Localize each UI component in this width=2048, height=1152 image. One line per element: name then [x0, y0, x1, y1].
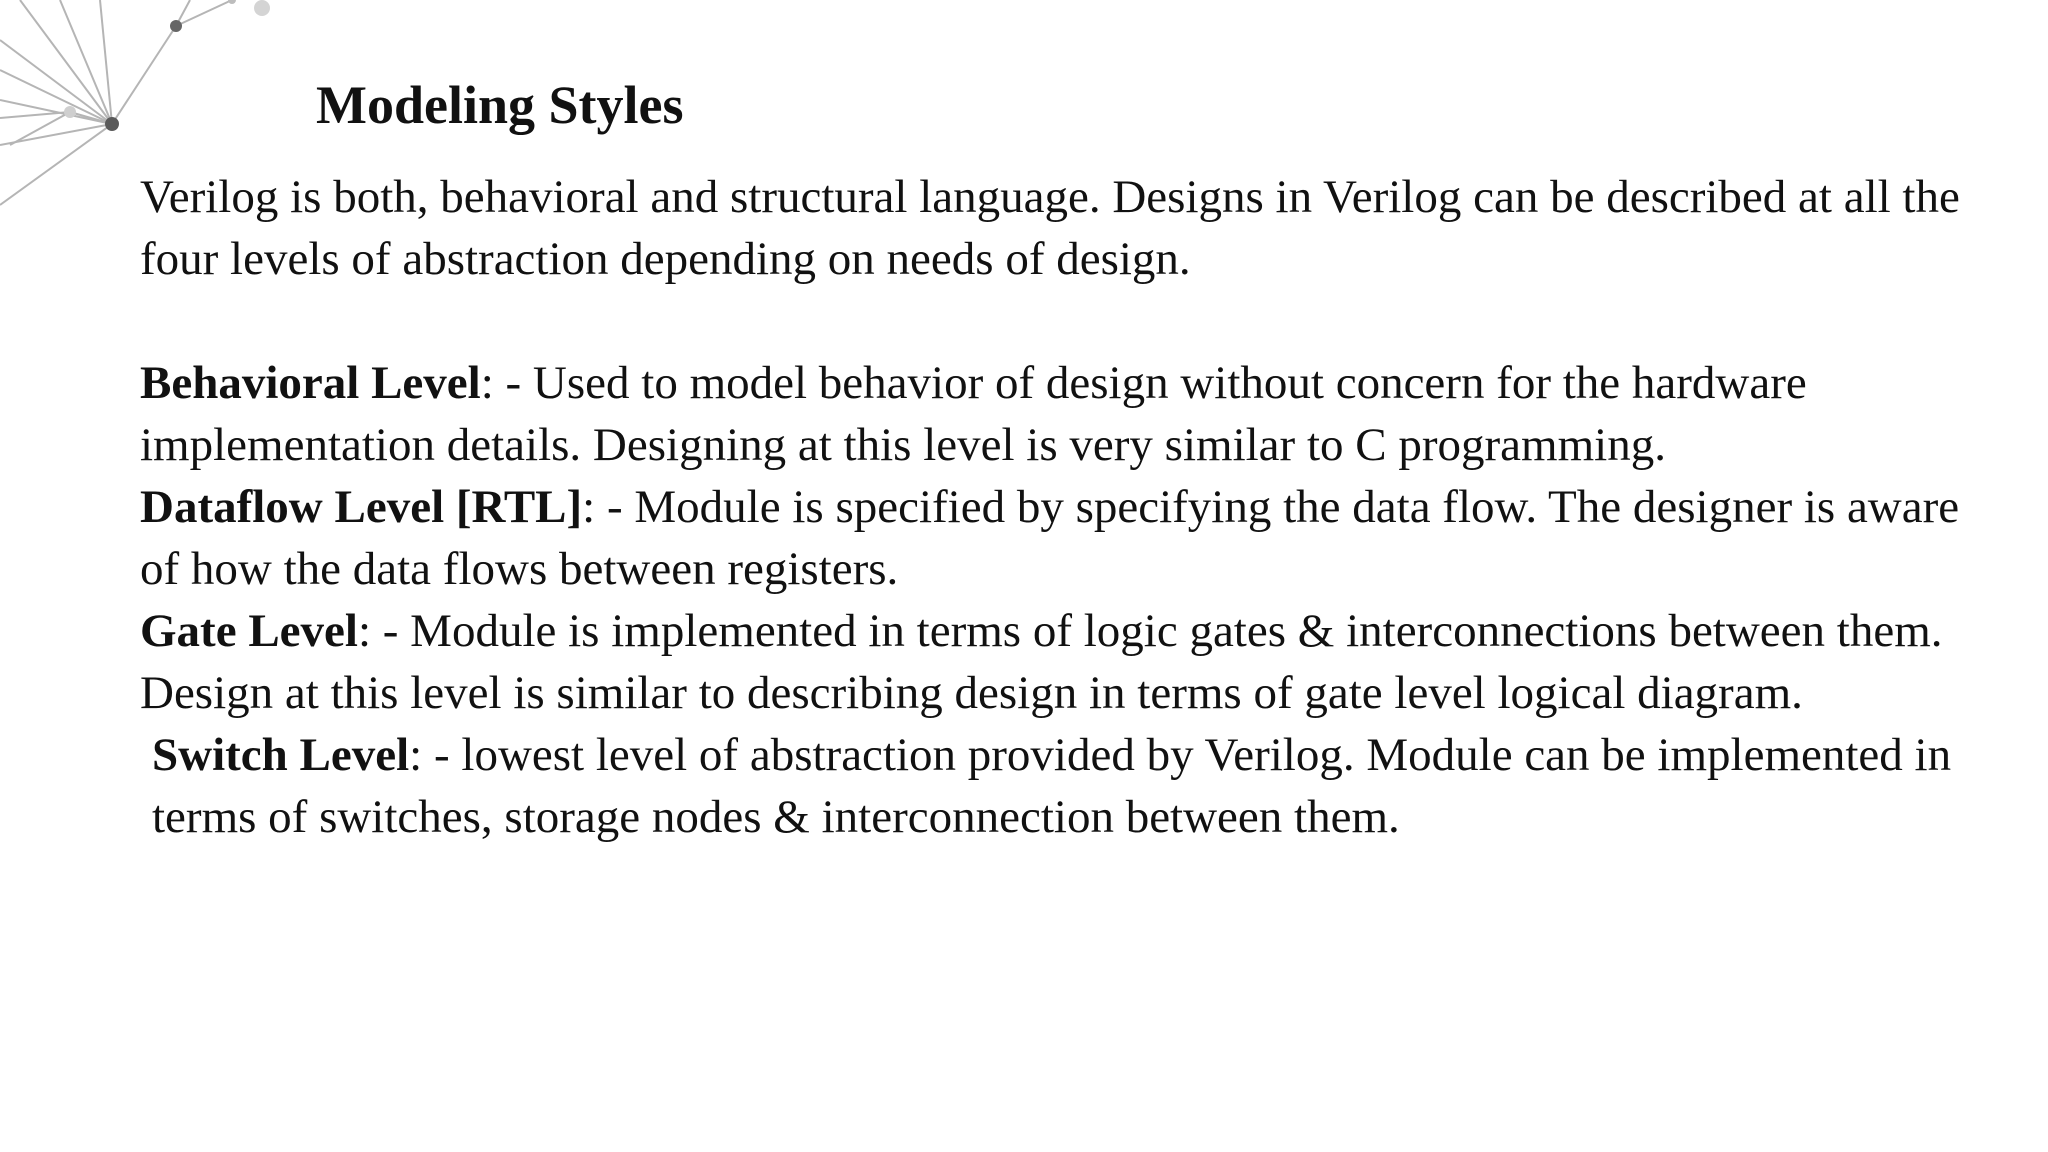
- behavioral-level-item: [140, 352, 1980, 476]
- slide-title: Modeling Styles: [316, 75, 684, 135]
- dataflow-level-desc: : - Module is specified by specifying the data flow. The designer is aware of how the data flows between registers.: [140, 481, 1960, 595]
- slide-content: [140, 166, 1980, 848]
- dataflow-level-term: Dataflow Level [RTL]: [140, 481, 583, 533]
- gate-level-item: [140, 600, 1980, 724]
- gate-level-desc: : - Module is implemented in terms of logic gates & interconnections between them. Design at this level is similar to describing design in terms of gate level logical diagram.: [140, 605, 1943, 719]
- switch-level-item: [140, 724, 1980, 848]
- switch-level-desc: : - lowest level of abstraction provided by Verilog. Module can be implemented in terms of switches, storage nodes & interconnection between them.: [152, 729, 1952, 843]
- gate-level-term: Gate Level: [140, 605, 358, 657]
- behavioral-level-desc: : - Used to model behavior of design without concern for the hardware implementation details. Designing at this level is very similar to C programming.: [140, 357, 1807, 471]
- switch-level-term: Switch Level: [152, 729, 410, 781]
- behavioral-level-term: Behavioral Level: [140, 357, 481, 409]
- dataflow-level-item: [140, 476, 1980, 600]
- intro-paragraph: Verilog is both, behavioral and structural language. Designs in Verilog can be described at all the four levels of abstraction depending on needs of design.: [140, 171, 1960, 285]
